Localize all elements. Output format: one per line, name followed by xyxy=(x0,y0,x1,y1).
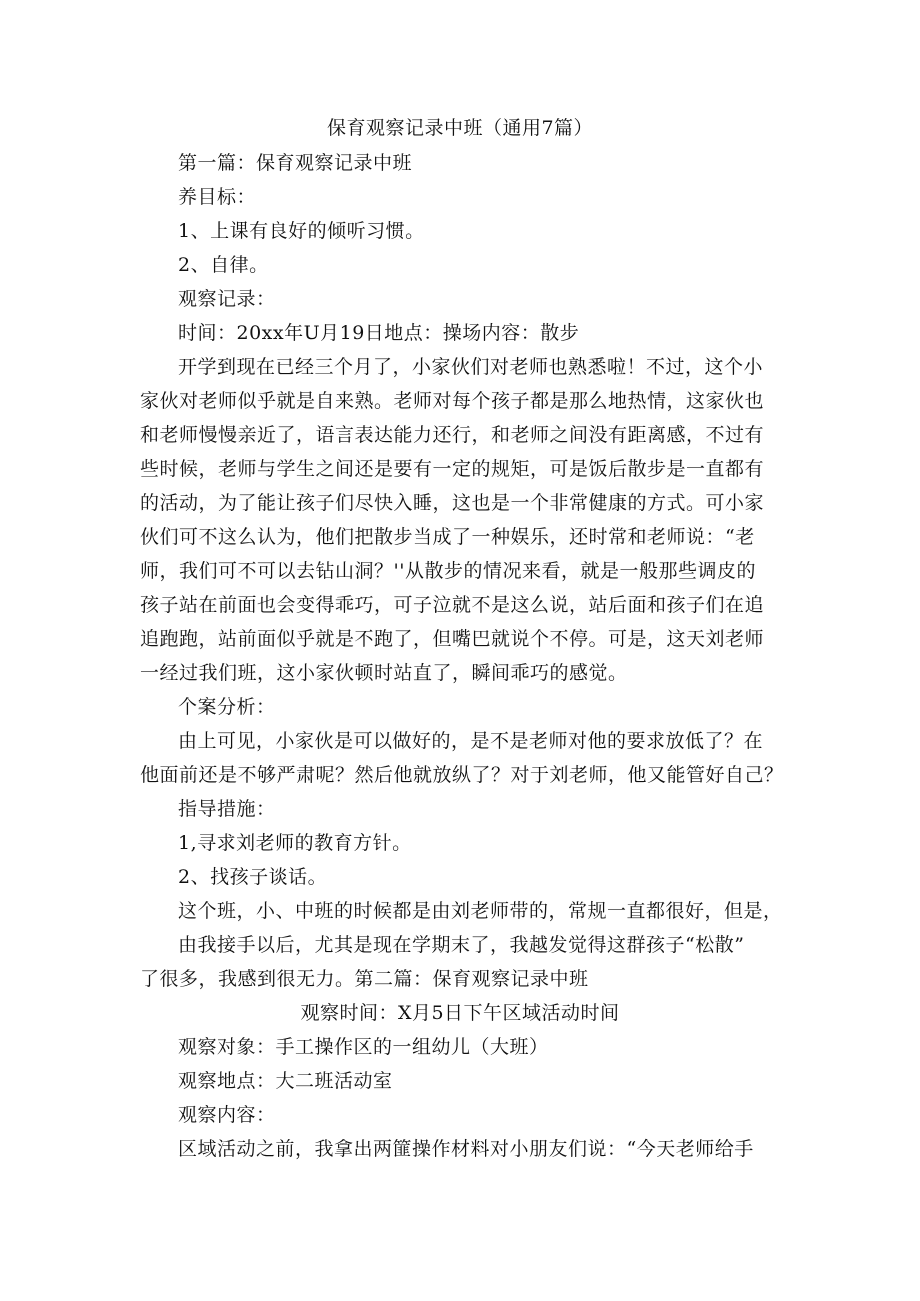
measures-label: 指导措施： xyxy=(178,798,276,820)
paragraph-line: 些时候，老师与学生之间还是要有一定的规矩，可是饭后散步是一直都有 xyxy=(140,458,765,480)
obs-text: 区域活动之前，我拿出两篚操作材料对小朋友们说：“今天老师给手 xyxy=(178,1138,754,1160)
obs-object: 观察对象：手工操作区的一组幼儿（大班） xyxy=(178,1036,549,1058)
paragraph-line: 开学到现在已经三个月了，小家伙们对老师也熟悉啦！不过，这个小 xyxy=(178,356,764,378)
analysis-label: 个案分析： xyxy=(178,696,276,718)
obs-content-label: 观察内容： xyxy=(178,1104,276,1126)
analysis-line: 由上可见，小家伙是可以做好的，是不是老师对他的要求放低了？在 xyxy=(178,730,764,752)
measure-item-2: 2、找孩子谈话。 xyxy=(178,866,328,888)
time-place-line: 时间：20xx年U月19日地点：操场内容：散步 xyxy=(178,322,580,344)
section-heading: 第一篇：保育观察记录中班 xyxy=(178,152,413,174)
record-label: 观察记录： xyxy=(178,288,276,310)
closing-line: 由我接手以后，尤其是现在学期末了，我越发觉得这群孩子“松散” xyxy=(178,934,745,956)
goal-item-1: 1、上课有良好的倾听习惯。 xyxy=(178,220,425,242)
paragraph-line: 一经过我们班，这小家伙顿时站直了，瞬间乖巧的感觉。 xyxy=(140,662,628,684)
paragraph-line: 伙们可不这么认为，他们把散步当成了一种娱乐，还时常和老师说：“老 xyxy=(140,526,755,548)
goal-item-2: 2、自律。 xyxy=(178,254,269,276)
paragraph-line: 孩子站在前面也会变得乖巧，可子泣就不是这么说，站后面和孩子们在追 xyxy=(140,594,765,616)
document-title: 保育观察记录中班（通用7篇） xyxy=(326,117,594,139)
goal-label: 养目标： xyxy=(178,186,257,208)
paragraph-line: 的活动，为了能让孩子们尽快入睡，这也是一个非常健康的方式。可小家 xyxy=(140,492,765,514)
obs-time: 观察时间：X月5日下午区域活动时间 xyxy=(300,1002,620,1024)
paragraph-line: 追跑跑，站前面似乎就是不跑了，但嘴巴就说个不停。可是，这天刘老师 xyxy=(140,628,765,650)
paragraph-line: 和老师慢慢亲近了，语言表达能力还行，和老师之间没有距离感，不过有 xyxy=(140,424,765,446)
closing-line: 这个班，小、中班的时候都是由刘老师带的，常规一直都很好，但是， xyxy=(178,900,783,922)
paragraph-line: 家伙对老师似乎就是自来熟。老师对每个孩子都是那么地热情，这家伙也 xyxy=(140,390,765,412)
measure-item-1: 1,寻求刘老师的教育方针。 xyxy=(178,832,412,854)
obs-place: 观察地点：大二班活动室 xyxy=(178,1070,393,1092)
closing-line: 了很多，我感到很无力。第二篇：保育观察记录中班 xyxy=(140,968,589,990)
analysis-line: 他面前还是不够严肃呢？然后他就放纵了？对于刘老师，他又能管好自己？ xyxy=(140,764,784,786)
paragraph-line: 师，我们可不可以去钻山洞？''从散步的情况来看，就是一般那些调皮的 xyxy=(140,560,756,582)
